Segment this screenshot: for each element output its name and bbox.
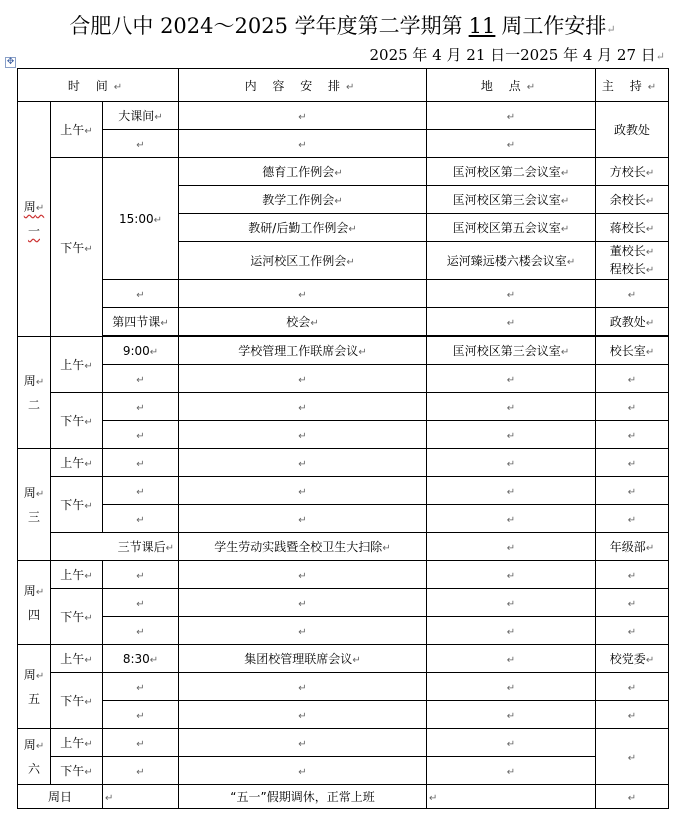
period-am: 上午↵ xyxy=(51,729,103,757)
cell-time: 15:00↵ xyxy=(103,158,179,280)
day-saturday: 周↵ 六 xyxy=(18,729,51,785)
day-tuesday: 周↵ 二 xyxy=(18,337,51,449)
cell-host: 蒋校长↵ xyxy=(596,214,669,242)
cell-content: 学校管理工作联席会议↵ xyxy=(179,337,427,365)
cell-time: 9:00↵ xyxy=(103,337,179,365)
cell-content: 运河校区工作例会↵ xyxy=(179,242,427,280)
cell-place: 匡河校区第三会议室↵ xyxy=(427,186,596,214)
table-row: ↵ ↵ ↵ ↵ xyxy=(18,701,669,729)
table-row: 周↵ 四 上午↵ ↵ ↵ ↵ ↵ xyxy=(18,561,669,589)
cell-host: 政教处 xyxy=(596,102,669,158)
cell-content: 校会↵ xyxy=(179,308,427,336)
day-monday: 周↵ 一 xyxy=(18,102,51,337)
cell-time: 三节课后↵ xyxy=(51,533,179,561)
schedule-table xyxy=(17,68,669,809)
table-row: 周↵ 三 上午↵ ↵ ↵ ↵ ↵ xyxy=(18,449,669,477)
period-pm: 下午↵ xyxy=(51,673,103,729)
table-row: 周↵ 五 上午↵ 8:30↵ 集团校管理联席会议↵ ↵ 校党委↵ xyxy=(18,645,669,673)
table-row: ↵ ↵ ↵ ↵ xyxy=(18,365,669,393)
day-thursday: 周↵ 四 xyxy=(18,561,51,645)
table-row xyxy=(18,337,669,365)
period-pm: 下午↵ xyxy=(51,589,103,645)
cell-host: 余校长↵ xyxy=(596,186,669,214)
table-header-row xyxy=(18,69,669,102)
cell-host: 校长室↵ xyxy=(596,337,669,365)
table-row: ↵ ↵ ↵ xyxy=(18,130,669,158)
period-pm: 下午↵ xyxy=(51,477,103,533)
table-row: 下午↵ ↵ ↵ ↵ ↵ xyxy=(18,673,669,701)
cell-place: 匡河校区第三会议室↵ xyxy=(427,337,596,365)
day-sunday: 周日 xyxy=(18,785,103,809)
period-am: 上午↵ xyxy=(51,449,103,477)
paragraph-mark: ↵ xyxy=(606,23,616,36)
page-title xyxy=(0,10,685,40)
header-host: 主 持↵ xyxy=(596,69,669,102)
table-row: 第四节课↵ 校会↵ ↵ 政教处↵ xyxy=(18,308,669,336)
cell-host: 年级部↵ xyxy=(596,533,669,561)
cell-place: 匡河校区第五会议室↵ xyxy=(427,214,596,242)
table-row xyxy=(18,158,669,186)
date-range xyxy=(369,44,665,65)
cell-content: 教研/后勤工作例会↵ xyxy=(179,214,427,242)
cell-place: 运河臻远楼六楼会议室↵ xyxy=(427,242,596,280)
table-row: ↵ ↵ ↵ ↵ xyxy=(18,505,669,533)
cell-place: ↵ xyxy=(427,102,596,130)
cell-host: 政教处↵ xyxy=(596,308,669,336)
table-row: 下午↵ ↵ ↵ ↵ ↵ xyxy=(18,393,669,421)
cell-host: 方校长↵ xyxy=(596,158,669,186)
period-pm: 下午↵ xyxy=(51,757,103,785)
cell-content: “五一”假期调休，正常上班 xyxy=(179,785,427,809)
header-content: 内 容 安 排↵ xyxy=(179,69,427,102)
header-time: 时 间↵ xyxy=(18,69,179,102)
table-row: 周日 ↵ “五一”假期调休，正常上班 ↵ ↵ xyxy=(18,785,669,809)
table-row: 三节课后↵ 学生劳动实践暨全校卫生大扫除↵ ↵ 年级部↵ xyxy=(18,533,669,561)
day-friday: 周↵ 五 xyxy=(18,645,51,729)
header-place: 地 点↵ xyxy=(427,69,596,102)
cell-host: 董校长↵ 程校长↵ xyxy=(596,242,669,280)
period-am: 上午↵ xyxy=(51,102,103,158)
paragraph-mark: ↵ xyxy=(655,50,665,63)
cell-place: 匡河校区第二会议室↵ xyxy=(427,158,596,186)
cell-content: 教学工作例会↵ xyxy=(179,186,427,214)
day-wednesday: 周↵ 三 xyxy=(18,449,51,561)
cell-content: 学生劳动实践暨全校卫生大扫除↵ xyxy=(179,533,427,561)
period-pm: 下午↵ xyxy=(51,393,103,449)
period-am: 上午↵ xyxy=(51,561,103,589)
week-number: 11 xyxy=(468,14,496,38)
table-row: ↵ ↵ ↵ ↵ xyxy=(18,421,669,449)
cell-host: 校党委↵ xyxy=(596,645,669,673)
cell-time: 第四节课↵ xyxy=(103,308,179,336)
table-row: ↵ ↵ ↵ ↵ xyxy=(18,280,669,308)
cell-time: 8:30↵ xyxy=(103,645,179,673)
table-row: 下午↵ ↵ ↵ ↵ ↵ xyxy=(18,477,669,505)
period-am: 上午↵ xyxy=(51,645,103,673)
cell-content: 集团校管理联席会议↵ xyxy=(179,645,427,673)
table-row: 周↵ 六 上午↵ ↵ ↵ ↵ ↵ xyxy=(18,729,669,757)
period-am: 上午↵ xyxy=(51,337,103,393)
date-range-text: 2025 年 4 月 21 日一2025 年 4 月 27 日 xyxy=(369,46,656,64)
table-row: ↵ ↵ ↵ ↵ xyxy=(18,617,669,645)
title-prefix: 合肥八中 2024～2025 学年度第二学期第 xyxy=(69,14,463,38)
period-pm: 下午↵ xyxy=(51,158,103,337)
table-row: 下午↵ ↵ ↵ ↵ ↵ xyxy=(18,589,669,617)
table-row xyxy=(18,102,669,130)
title-suffix: 周工作安排 xyxy=(501,14,607,38)
cell-content: 德育工作例会↵ xyxy=(179,158,427,186)
cell-content: ↵ xyxy=(179,102,427,130)
cell-time: 大课间↵ xyxy=(103,102,179,130)
table-move-handle-icon[interactable]: ✥ xyxy=(6,57,15,67)
table-row: 下午↵ ↵ ↵ ↵ xyxy=(18,757,669,785)
